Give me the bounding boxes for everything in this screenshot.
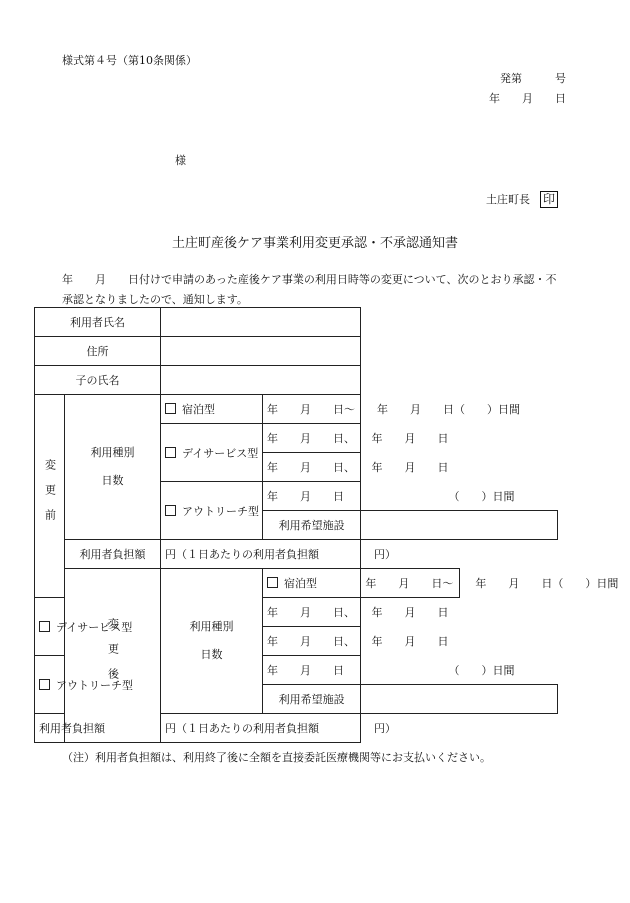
row-user-name bbox=[35, 308, 558, 337]
checkbox-icon[interactable] bbox=[39, 621, 50, 632]
checkbox-icon[interactable] bbox=[165, 447, 176, 458]
issue-number: 発第 号 bbox=[500, 72, 566, 85]
user-name-label: 利用者氏名 bbox=[35, 308, 161, 337]
after-facility-label: 利用希望施設 bbox=[263, 685, 361, 714]
usage-type-label: 利用種別 bbox=[90, 446, 135, 459]
address-label: 住所 bbox=[35, 337, 161, 366]
addressee-suffix: 様 bbox=[175, 154, 186, 167]
body-text: 年 月 日付けで申請のあった産後ケア事業の利用日時等の変更について、次のとおり承認・不承認となりましたので、通知します。 bbox=[62, 273, 557, 306]
child-name-value bbox=[161, 366, 361, 395]
usage-type-label: 利用種別 bbox=[189, 620, 234, 633]
user-name-value bbox=[161, 308, 361, 337]
address-value bbox=[161, 337, 361, 366]
after-usage-type-days bbox=[161, 569, 263, 714]
after-day-dates-2: 年 月 日、 年 月 日 bbox=[263, 627, 361, 656]
issuer-title: 土庄町長 bbox=[485, 193, 530, 206]
after-outreach-dates: 年 月 日 （ ）日間 bbox=[263, 656, 361, 685]
checkbox-icon[interactable] bbox=[165, 403, 176, 414]
days-label: 日数 bbox=[101, 474, 124, 487]
after-facility-value bbox=[361, 685, 558, 714]
before-outreach-dates: 年 月 日 （ ）日間 bbox=[263, 482, 361, 511]
after-option-outreach[interactable]: アウトリーチ型 bbox=[35, 656, 65, 714]
document-title: 土庄町産後ケア事業利用変更承認・不承認通知書 bbox=[171, 236, 458, 251]
issuer bbox=[486, 191, 558, 208]
checkbox-icon[interactable] bbox=[39, 679, 50, 690]
checkbox-icon[interactable] bbox=[267, 577, 278, 588]
seal-mark: 印 bbox=[540, 191, 558, 208]
before-stay-row bbox=[35, 395, 558, 424]
before-usage-type-days bbox=[65, 395, 161, 540]
before-option-stay[interactable]: 宿泊型 bbox=[161, 395, 263, 424]
days-label: 日数 bbox=[200, 648, 223, 661]
section-before-label: 変更前 bbox=[35, 395, 65, 598]
before-stay-dates: 年 月 日～ 年 月 日（ ）日間 bbox=[263, 395, 361, 424]
issue-date: 年 月 日 bbox=[489, 92, 566, 105]
after-stay-dates: 年 月 日～ 年 月 日（ ）日間 bbox=[361, 569, 459, 598]
after-option-day[interactable]: デイサービス型 bbox=[35, 598, 65, 656]
row-address bbox=[35, 337, 558, 366]
before-option-outreach[interactable]: アウトリーチ型 bbox=[161, 482, 263, 540]
before-burden-row bbox=[35, 540, 558, 569]
footnote: （注）利用者負担額は、利用終了後に全額を直接委託医療機関等にお支払いください。 bbox=[62, 751, 491, 764]
before-facility-value bbox=[361, 511, 558, 540]
after-stay-row bbox=[35, 569, 558, 598]
section-after-label: 変更後 bbox=[65, 569, 161, 743]
after-burden-value: 円（１日あたりの利用者負担額 円） bbox=[161, 714, 361, 743]
change-notice-table bbox=[34, 307, 619, 743]
before-day-dates-1: 年 月 日、 年 月 日 bbox=[263, 424, 361, 453]
after-day-dates-1: 年 月 日、 年 月 日 bbox=[263, 598, 361, 627]
child-name-label: 子の氏名 bbox=[35, 366, 161, 395]
row-child-name bbox=[35, 366, 558, 395]
before-burden-value: 円（１日あたりの利用者負担額 円） bbox=[161, 540, 361, 569]
before-burden-label: 利用者負担額 bbox=[65, 540, 161, 569]
before-facility-label: 利用希望施設 bbox=[263, 511, 361, 540]
form-number: 様式第４号（第10条関係） bbox=[62, 54, 197, 67]
after-burden-label: 利用者負担額 bbox=[35, 714, 65, 743]
before-day-dates-2: 年 月 日、 年 月 日 bbox=[263, 453, 361, 482]
checkbox-icon[interactable] bbox=[165, 505, 176, 516]
after-option-stay[interactable]: 宿泊型 bbox=[263, 569, 361, 598]
before-option-day[interactable]: デイサービス型 bbox=[161, 424, 263, 482]
